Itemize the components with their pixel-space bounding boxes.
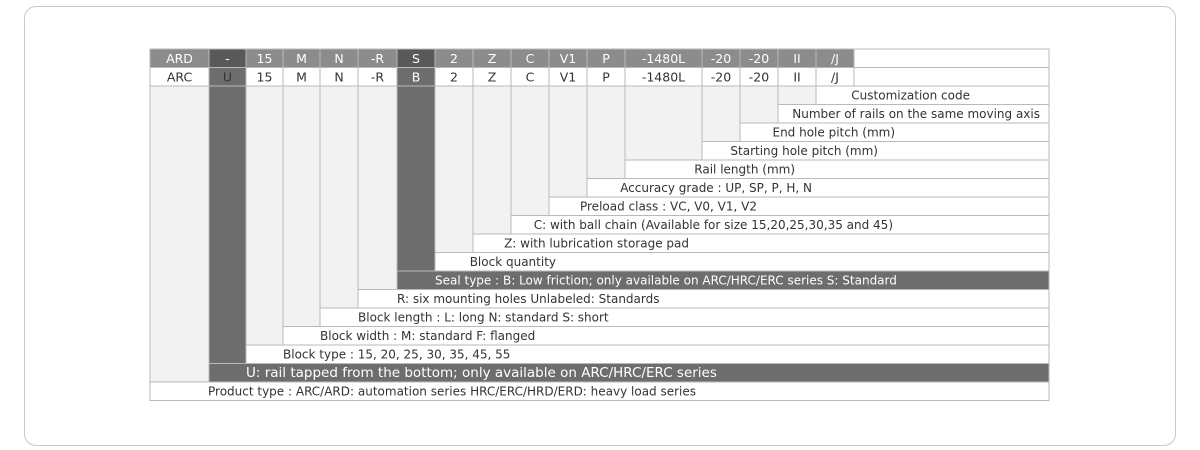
code-cell: B xyxy=(411,69,421,85)
code-cell: C xyxy=(525,69,535,85)
description-text: Accuracy grade : UP, SP, P, H, N xyxy=(620,181,812,196)
code-cell: M xyxy=(296,50,307,66)
code-cell: C xyxy=(525,50,535,66)
code-cell: Z xyxy=(487,50,497,66)
code-cell: V1 xyxy=(559,69,577,85)
code-cell: -1480L xyxy=(641,69,686,85)
code-cell: ARC xyxy=(166,69,193,85)
description-text: R: six mounting holes Unlabeled: Standards xyxy=(397,292,660,307)
code-cell: /J xyxy=(831,50,839,66)
description-text: Seal type : B: Low friction; only available on ARC/HRC/ERC series S: Standard xyxy=(435,273,897,288)
description-text: Customization code xyxy=(851,88,970,103)
code-cell: N xyxy=(334,50,344,66)
code-cell: -20 xyxy=(710,69,732,85)
code-cell: U xyxy=(222,69,233,85)
code-cell: -R xyxy=(370,50,385,66)
description-text: Block length : L: long N: standard S: short xyxy=(358,310,609,325)
code-cell: II xyxy=(793,69,801,85)
code-cell: -20 xyxy=(710,50,732,66)
code-cell: II xyxy=(793,50,801,66)
code-cell: M xyxy=(296,69,307,85)
code-cell: ARD xyxy=(166,50,193,66)
description-text: Preload class : VC, V0, V1, V2 xyxy=(579,199,757,214)
code-cell: - xyxy=(225,50,230,66)
code-cell: N xyxy=(334,69,344,85)
dark-column-bar xyxy=(209,68,246,383)
code-cell: 15 xyxy=(256,50,273,66)
code-row-blank xyxy=(854,49,1049,68)
code-cell: V1 xyxy=(559,50,577,66)
code-cell: -1480L xyxy=(641,50,686,66)
description-row-bg xyxy=(625,160,1049,179)
code-cell: 2 xyxy=(450,50,458,66)
code-cell: 15 xyxy=(256,69,273,85)
description-text: Number of rails on the same moving axis xyxy=(792,107,1040,122)
description-text: Block quantity xyxy=(469,255,556,270)
description-text: Block type : 15, 20, 25, 30, 35, 45, 55 xyxy=(283,347,511,362)
code-cell: Z xyxy=(487,69,497,85)
code-cell: S xyxy=(412,50,420,66)
code-cell: P xyxy=(602,50,610,66)
description-text: Block width : M: standard F: flanged xyxy=(320,329,536,344)
description-text: C: with ball chain (Available for size 15,20,25,30,35 and 45) xyxy=(533,218,893,233)
description-text: Starting hole pitch (mm) xyxy=(730,144,878,159)
description-text: Z: with lubrication storage pad xyxy=(504,236,689,251)
code-cell: -20 xyxy=(748,69,770,85)
description-text: Rail length (mm) xyxy=(694,162,795,177)
code-cell: 2 xyxy=(450,69,458,85)
code-row-blank xyxy=(854,68,1049,87)
code-cell: /J xyxy=(831,69,839,85)
description-text: End hole pitch (mm) xyxy=(772,125,895,140)
description-text: Product type : ARC/ARD: automation series HRC/ERC/HRD/ERD: heavy load series xyxy=(208,384,697,399)
dark-column-bar xyxy=(397,68,435,290)
code-cell: -R xyxy=(370,69,385,85)
code-cell: P xyxy=(602,69,610,85)
code-cell: -20 xyxy=(748,50,770,66)
description-text: U: rail tapped from the bottom; only available on ARC/HRC/ERC series xyxy=(246,365,717,382)
